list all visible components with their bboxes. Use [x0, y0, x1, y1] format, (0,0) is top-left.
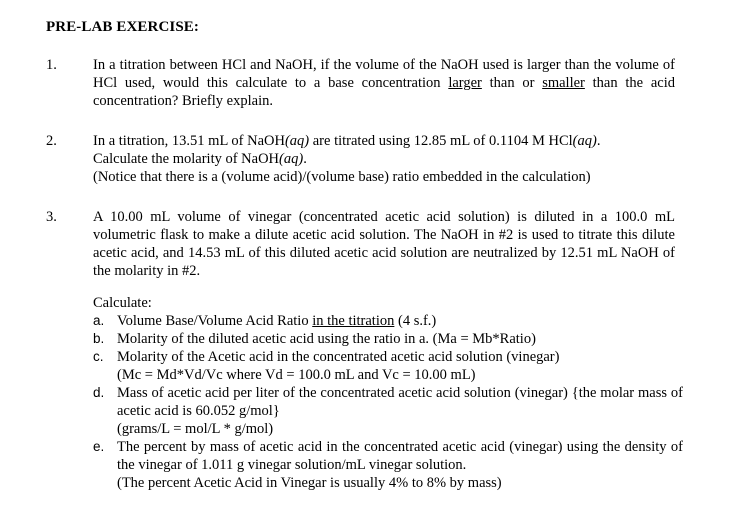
question-text-part: .: [303, 151, 307, 167]
question-text-part: than the acid concentration? Briefly explain.: [93, 75, 675, 109]
sub-question-letter: b.: [93, 331, 105, 346]
sub-question-line: Mass of acetic acid per liter of the concentrated acetic acid solution (vinegar) {the molar mass of acetic acid is 60.052 g/mol}: [117, 385, 683, 419]
sub-question-text: [117, 312, 683, 330]
sub-question-letter: a.: [93, 313, 105, 328]
sub-question-b: [93, 330, 683, 348]
sub-question-line: Molarity of the Acetic acid in the concentrated acetic acid solution (vinegar): [117, 349, 560, 365]
sub-question-formula: (Mc = Md*Vd/Vc where Vd = 100.0 mL and Vc = 10.00 mL): [117, 367, 476, 383]
sub-question-text: [117, 384, 683, 438]
state-aq: (aq): [284, 133, 310, 149]
sub-question-letter: d.: [93, 385, 105, 400]
sub-question-text: Molarity of the diluted acetic acid using the ratio in a. (Ma = Mb*Ratio): [117, 331, 536, 347]
question-text-part: In a titration, 13.51 mL of NaOH: [93, 133, 285, 149]
question-text: [93, 56, 675, 110]
question-text: [93, 132, 675, 186]
question-text-part: In a titration between HCl and NaOH, if the volume of the NaOH used is larger than the volume of HCl used, would this calculate to a base concentration: [93, 57, 675, 91]
question-text-part: Calculate the molarity of NaOH: [93, 151, 280, 167]
sub-question-formula: (grams/L = mol/L * g/mol): [117, 421, 274, 437]
sub-question-letter: e.: [93, 439, 105, 454]
question-text-part: .: [596, 133, 601, 149]
sub-question-text-part: (4 s.f.): [394, 313, 437, 329]
question-line: [93, 132, 675, 150]
underlined-word-larger: larger: [448, 75, 482, 91]
sub-question-letter: c.: [93, 349, 104, 364]
sub-question-d: [93, 384, 683, 438]
state-aq: (aq): [572, 133, 597, 149]
sub-question-a: [93, 312, 683, 330]
page-title: PRE-LAB EXERCISE:: [46, 19, 199, 35]
question-text-part: are titrated using 12.85 mL of 0.1104 M HCl: [309, 133, 573, 149]
underlined-phrase: in the titration: [312, 313, 395, 329]
calculate-label: Calculate:: [93, 295, 152, 311]
sub-question-text-part: Volume Base/Volume Acid Ratio: [117, 313, 313, 329]
question-text-part: than or: [481, 75, 543, 91]
question-number: 3.: [46, 209, 57, 225]
state-aq: (aq): [279, 151, 304, 167]
question-number: 2.: [46, 133, 57, 149]
sub-question-text: [117, 348, 683, 384]
underlined-word-smaller: smaller: [542, 75, 585, 91]
sub-question-line: The percent by mass of acetic acid in the concentrated acetic acid (vinegar) using the density of the vinegar of 1.011 g vinegar solution/mL vinegar solution.: [117, 439, 683, 473]
sub-question-c: [93, 348, 683, 384]
sub-question-text: [117, 438, 683, 492]
sub-question-e: [93, 438, 683, 492]
question-line: [93, 150, 675, 168]
sub-question-note: (The percent Acetic Acid in Vinegar is usually 4% to 8% by mass): [117, 475, 502, 491]
question-note: (Notice that there is a (volume acid)/(volume base) ratio embedded in the calculation): [93, 169, 591, 185]
question-text: A 10.00 mL volume of vinegar (concentrated acetic acid solution) is diluted in a 100.0 mL volumetric flask to make a dilute acetic acid solution. The NaOH in #2 is used to titrate this dilute acetic acid, and 14.53 mL of this diluted acetic acid solution are neutralized by 12.51 mL NaOH of the molarity in #2.: [93, 209, 675, 279]
question-number: 1.: [46, 57, 57, 73]
calculate-section: [93, 294, 683, 492]
